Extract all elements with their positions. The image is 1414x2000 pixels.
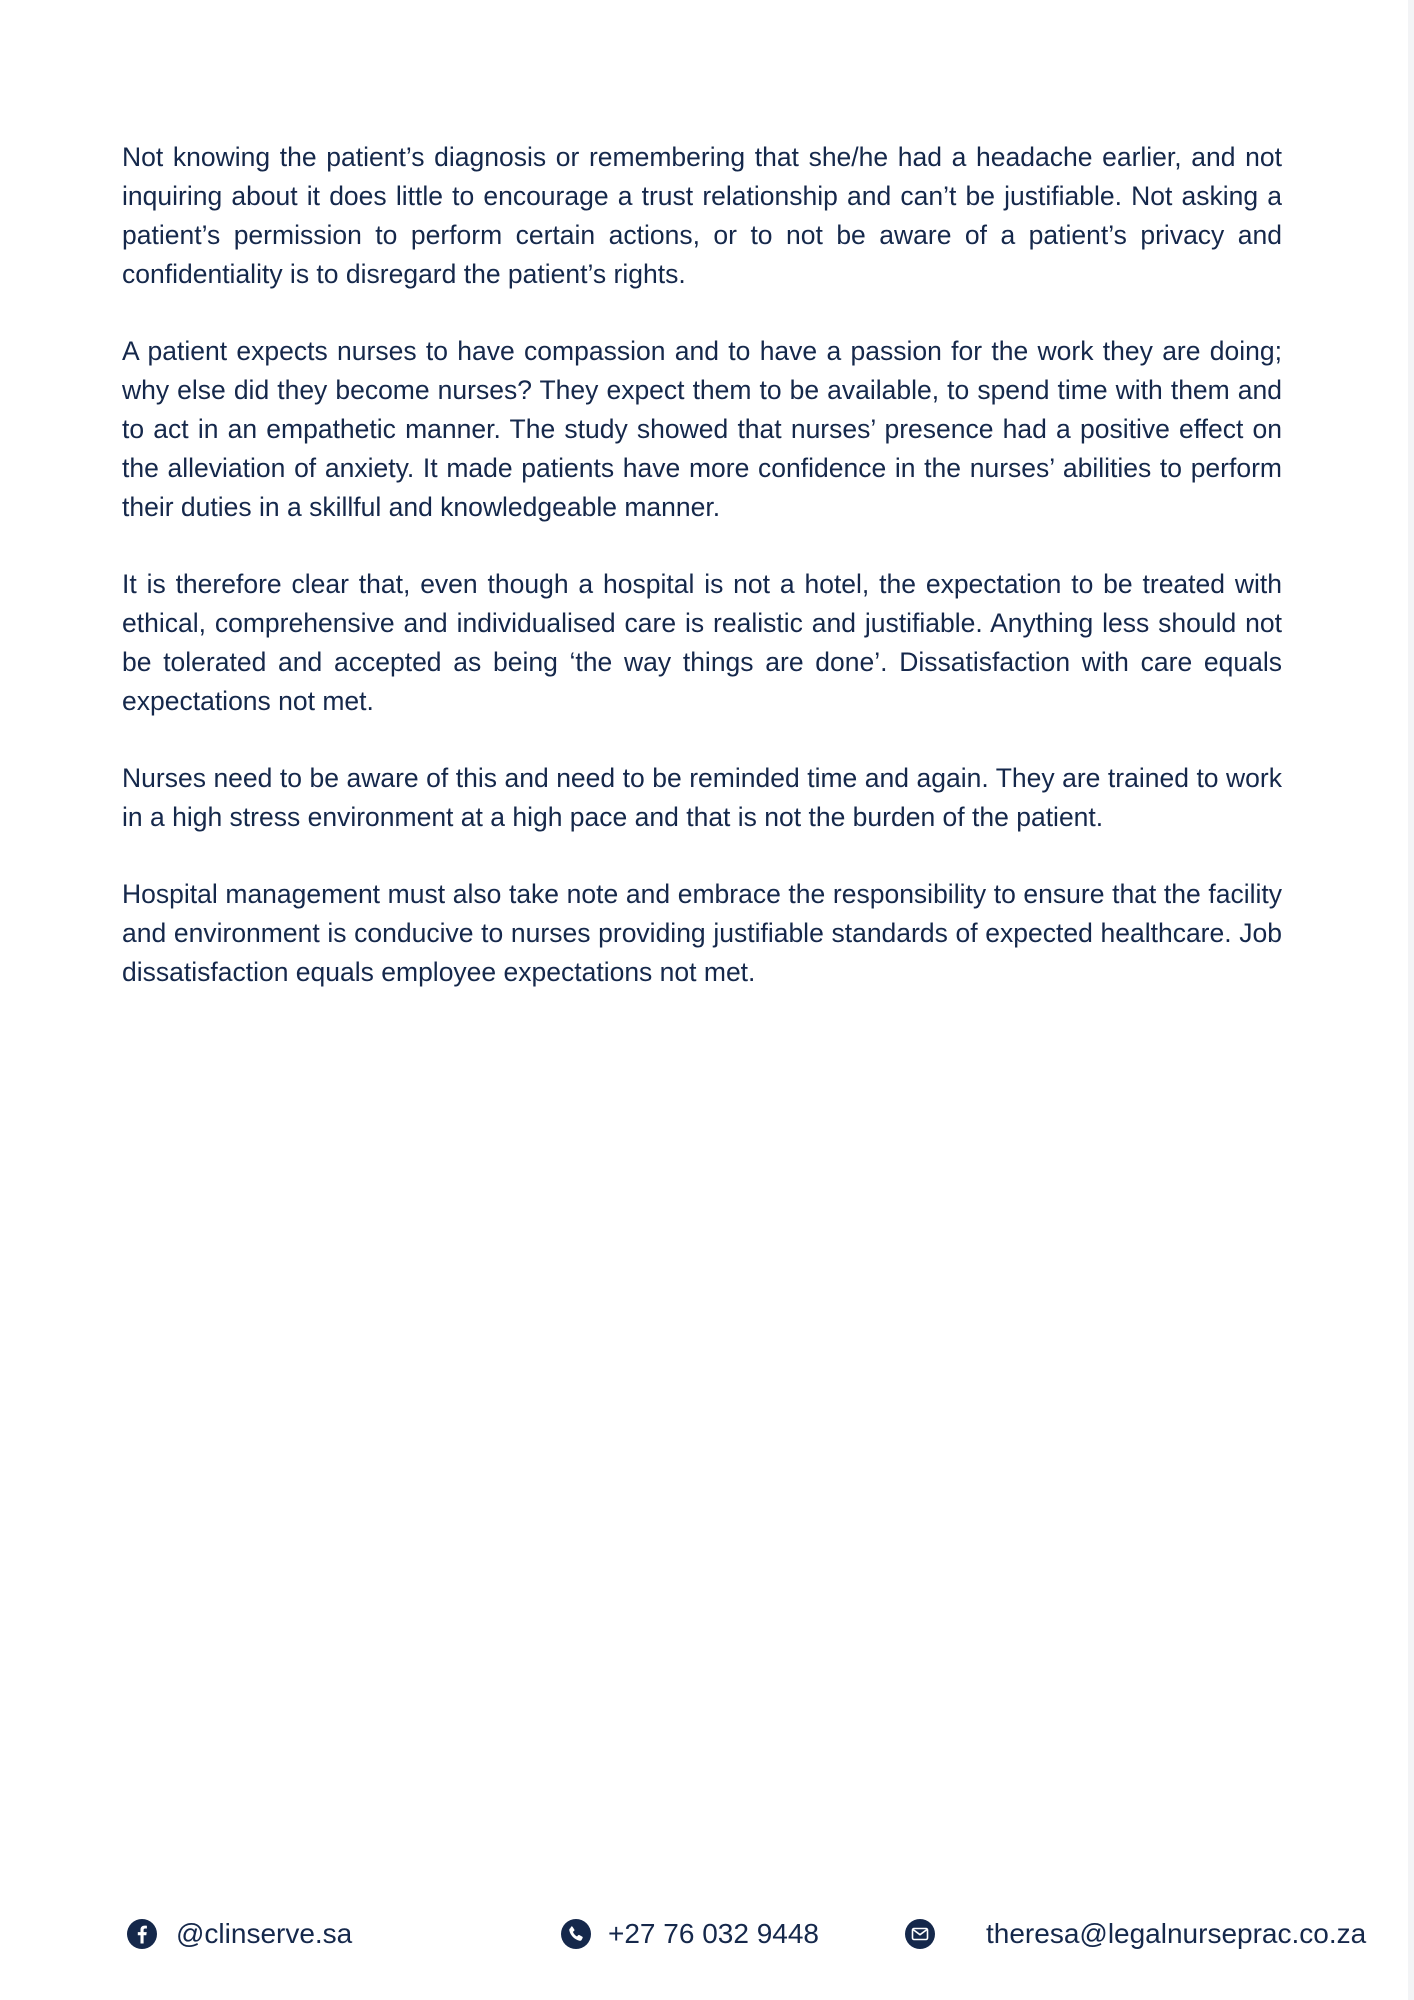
paragraph-4: Nurses need to be aware of this and need to be reminded time and again. They are trained to work in a high stress environment at a high pace and that is not the burden of the patient. [122, 763, 1282, 832]
paragraph-5: Hospital management must also take note and embrace the responsibility to ensure that the facility and environment is conducive to nurses providing justifiable standards of expected healthcare. Job dissatisfaction equals employee expectations not met. [122, 879, 1282, 987]
phone-link[interactable] [560, 1914, 819, 1954]
phone-number: +27 76 032 9448 [608, 1918, 819, 1949]
page-edge [1408, 0, 1414, 2000]
contact-footer [0, 1914, 1414, 1954]
email-address: theresa@legalnurseprac.co.za [986, 1918, 1367, 1949]
paragraph-1: Not knowing the patient’s diagnosis or remembering that she/he had a headache earlier, and not inquiring about it does little to encourage a trust relationship and can’t be justifiable. Not asking a patient’s permission to perform certain actions, or to not be aware of a patient’s privacy and confidentiality is to disregard the patient’s rights. [122, 142, 1282, 289]
facebook-link[interactable] [126, 1914, 352, 1954]
paragraph-2: A patient expects nurses to have compassion and to have a passion for the work they are doing; why else did they become nurses? They expect them to be available, to spend time with them and to act in an empathetic manner. The study showed that nurses’ presence had a positive effect on the alleviation of anxiety. It made patients have more confidence in the nurses’ abilities to perform their duties in a skillful and knowledgeable manner. [122, 336, 1282, 522]
article-body [122, 138, 1282, 1030]
email-link[interactable] [904, 1914, 1366, 1954]
phone-icon [560, 1918, 592, 1950]
paragraph-3: It is therefore clear that, even though a hospital is not a hotel, the expectation to be treated with ethical, comprehensive and individualised care is realistic and justifiable. Anything less should not be tolerated and accepted as being ‘the way things are done’. Dissatisfaction with care equals expectations not met. [122, 569, 1282, 716]
facebook-icon [126, 1918, 158, 1950]
email-icon [904, 1918, 936, 1950]
facebook-handle: @clinserve.sa [176, 1918, 353, 1949]
